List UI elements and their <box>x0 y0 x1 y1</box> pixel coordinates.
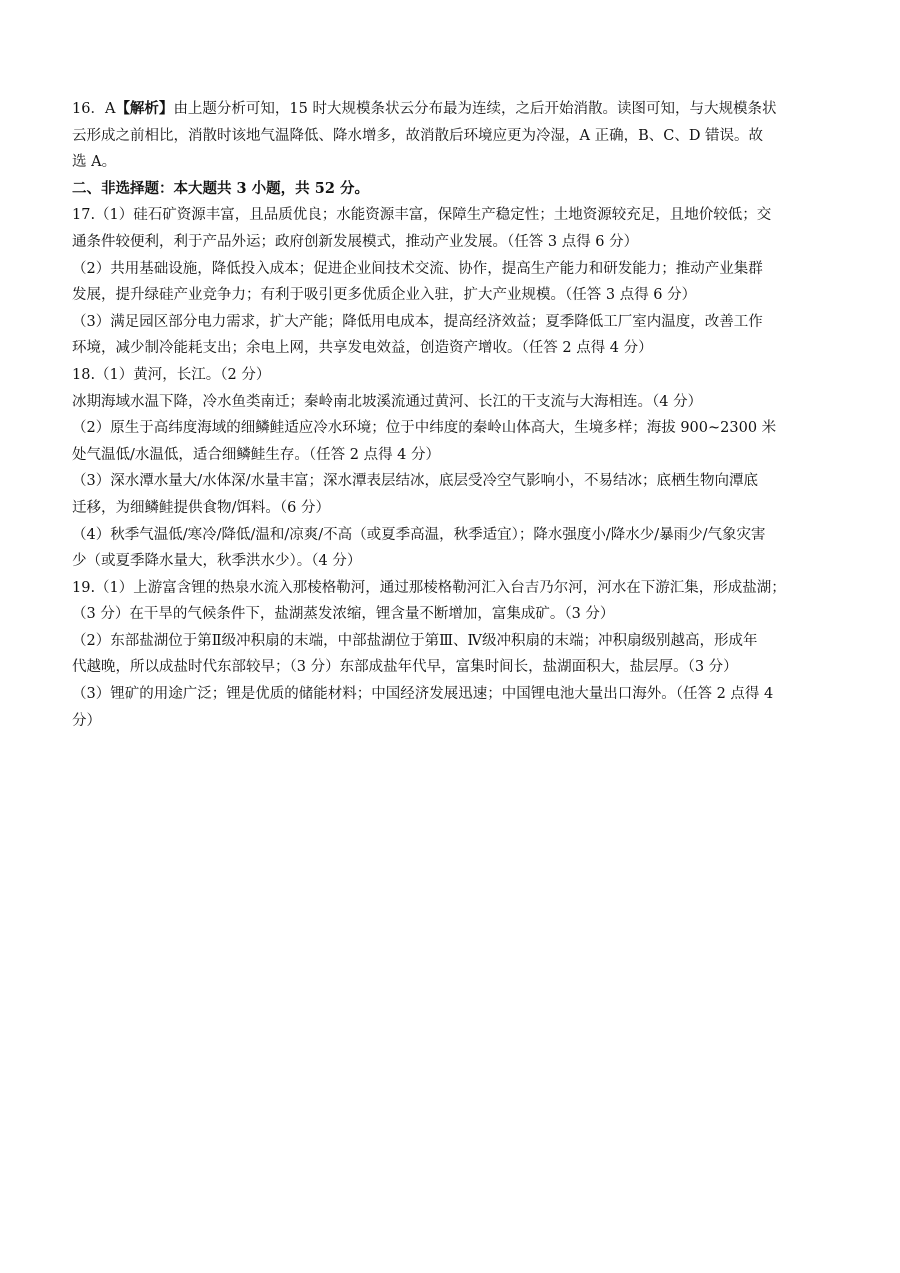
q19-line-1: 19.（1）上游富含锂的热泉水流入那棱格勒河，通过那棱格勒河汇入台吉乃尔河，河水在下游汇集，形成盐湖； <box>72 579 786 596</box>
q16-line-2: 云形成之前相比，消散时该地气温降低、降水增多，故消散后环境应更为冷湿，A 正确，B、C、D 错误。故 <box>72 127 764 144</box>
q19-line-2: （3 分）在干旱的气候条件下，盐湖蒸发浓缩，锂含量不断增加，富集成矿。（3 分） <box>72 606 615 623</box>
q18-line-7: （4）秋季气温低/寒冷/降低/温和/凉爽/不高（或夏季高温，秋季适宜）；降水强度小/降水少/暴雨少/气象灾害 <box>72 526 766 543</box>
q18-line-2: 冰期海域水温下降，冷水鱼类南迁；秦岭南北坡溪流通过黄河、长江的干支流与大海相连。（4 分） <box>72 393 703 410</box>
q17-line-1: 17.（1）硅石矿资源丰富，且品质优良；水能资源丰富，保障生产稳定性；土地资源较充足，且地价较低；交 <box>72 207 772 224</box>
question-16 <box>72 96 832 176</box>
q19-line-5: （3）锂矿的用途广泛；锂是优质的储能材料；中国经济发展迅速；中国锂电池大量出口海外。（任答 2 点得 4 <box>72 686 774 703</box>
q17-line-3: （2）共用基础设施，降低投入成本；促进企业间技术交流、协作，提高生产能力和研发能力；推动产业集群 <box>72 260 763 277</box>
section-heading-non-choice: 二、非选择题：本大题共 3 小题，共 52 分。 <box>72 179 369 197</box>
analysis-marker: 【解析】 <box>115 100 174 117</box>
q19-line-4: 代越晚，所以成盐时代东部较早；（3 分）东部成盐年代早，富集时间长，盐湖面积大，盐层厚。（3 分） <box>72 659 738 676</box>
question-19 <box>72 575 832 735</box>
q18-line-4: 处气温低/水温低，适合细鳞鲑生存。（任答 2 点得 4 分） <box>72 446 441 463</box>
q17-line-6: 环境，减少制冷能耗支出；余电上网，共享发电效益，创造资产增收。（任答 2 点得 4 分） <box>72 340 653 357</box>
q18-line-6: 迁移，为细鳞鲑提供食物/饵料。（6 分） <box>72 499 330 516</box>
q17-line-2: 通条件较便利，利于产品外运；政府创新发展模式，推动产业发展。（任答 3 点得 6 分） <box>72 233 639 250</box>
q16-line-3: 选 A。 <box>72 154 117 171</box>
question-17 <box>72 202 832 362</box>
q17-line-4: 发展，提升绿硅产业竞争力；有利于吸引更多优质企业入驻，扩大产业规模。（任答 3 点得 6 分） <box>72 287 697 304</box>
answer-key-page <box>72 96 832 734</box>
q19-line-6: 分） <box>72 712 101 729</box>
q19-line-3: （2）东部盐湖位于第Ⅱ级冲积扇的末端，中部盐湖位于第Ⅲ、Ⅳ级冲积扇的末端；冲积扇级别越高，形成年 <box>72 632 758 649</box>
q18-line-8: 少（或夏季降水量大，秋季洪水少）。（4 分） <box>72 553 362 570</box>
q17-line-5: （3）满足园区部分电力需求，扩大产能；降低用电成本，提高经济效益；夏季降低工厂室内温度，改善工作 <box>72 313 763 330</box>
q16-line-1: 16．A【解析】由上题分析可知，15 时大规模条状云分布最为连续，之后开始消散。读图可知，与大规模条状 <box>72 100 777 117</box>
q18-line-1: 18.（1）黄河，长江。（2 分） <box>72 366 271 383</box>
question-18 <box>72 362 832 575</box>
q18-line-5: （3）深水潭水量大/水体深/水量丰富；深水潭表层结冰，底层受冷空气影响小，不易结冰；底栖生物向潭底 <box>72 473 758 490</box>
q18-line-3: （2）原生于高纬度海域的细鳞鲑适应冷水环境；位于中纬度的秦岭山体高大，生境多样；海拔 900~2300 米 <box>72 420 777 437</box>
